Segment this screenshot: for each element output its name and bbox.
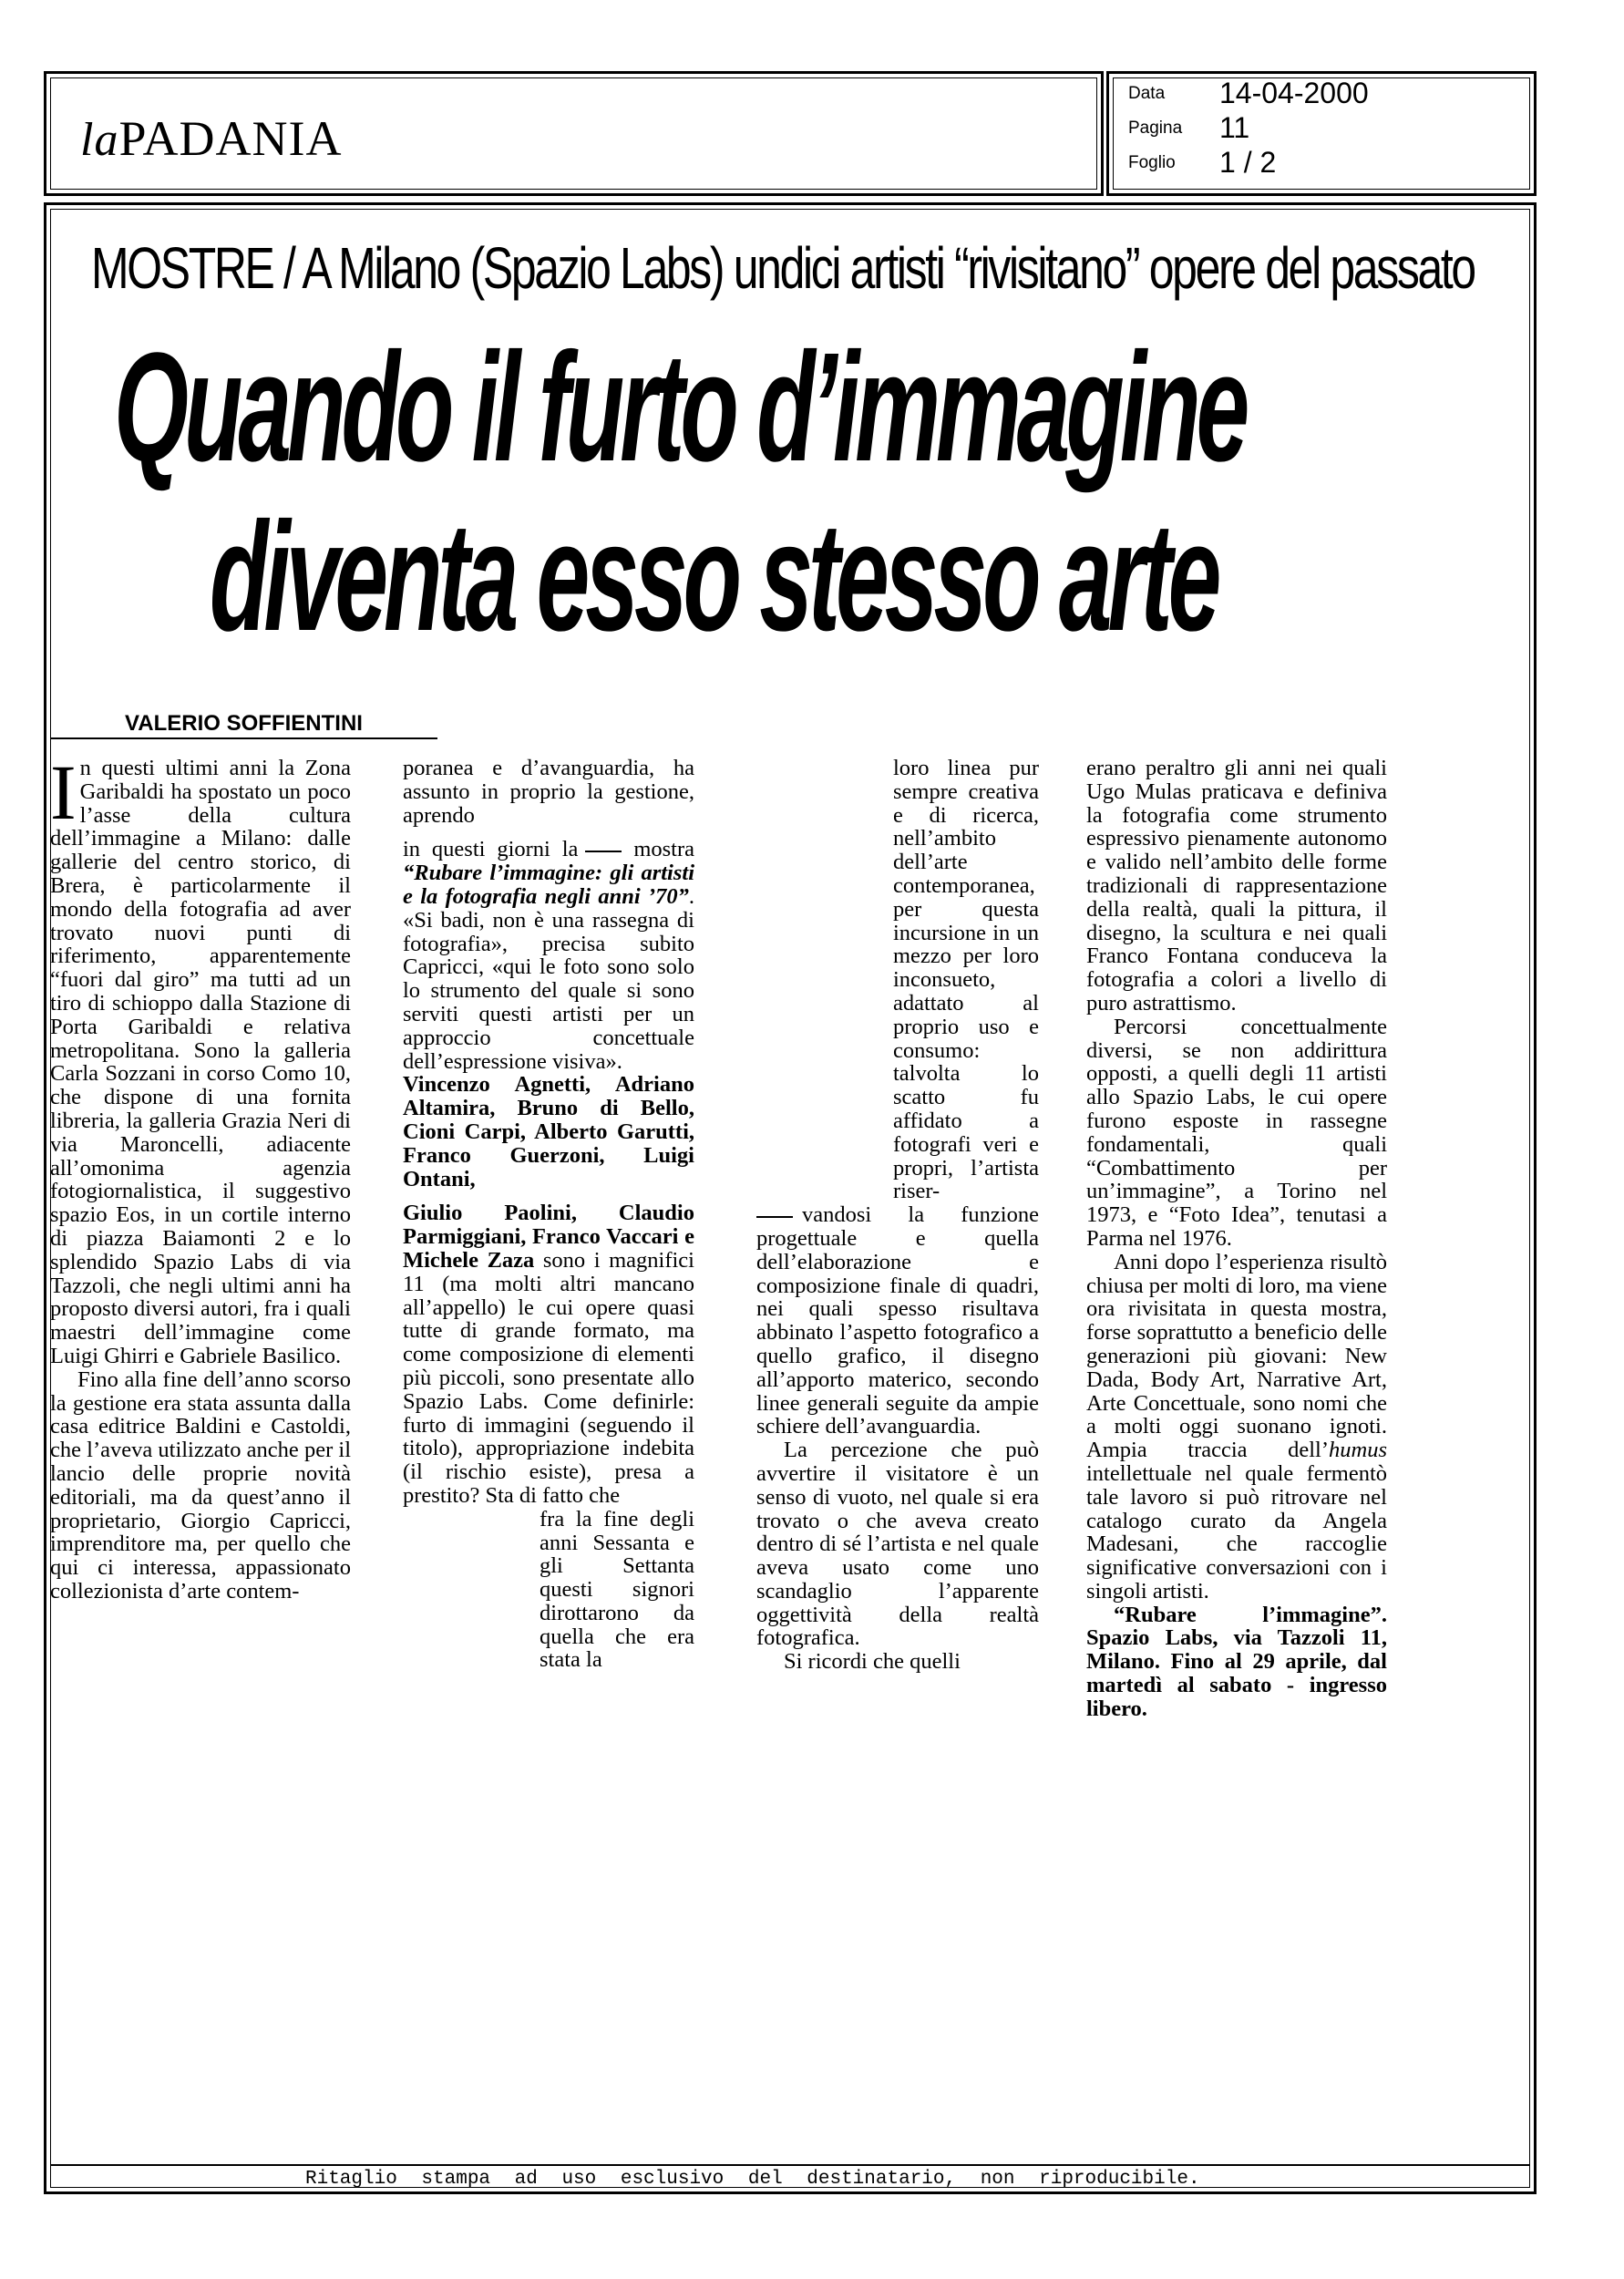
headline-line-2: diventa esso stesso arte (210, 490, 1218, 664)
col4-p3-a: Anni dopo l’esperienza risultò chiusa per molti di loro, ma viene ora rivisitata in questa mostra, forse soprattutto a beneficio delle generazioni più giovani: New Dada, Body Art, Narrative Art, Arte Concettuale, sono nomi che a molti oggi suonano ignoti. Ampia traccia dell’ (1086, 1249, 1387, 1463)
col1-paragraph-2: Fino alla fine dell’anno scorso la gestione era stata assunta dalla casa editrice Baldini e Castoldi, che l’aveva utilizzato anche per il lancio delle proprie novità editoriali, ma da quest’anno il proprietario, Giorgio Capricci, imprenditore ma, per quello che qui ci interessa, appassionato collezionista d’arte contem- (50, 1366, 351, 1604)
column-2 (403, 757, 694, 1672)
date-row (1128, 78, 1369, 108)
page-label: Pagina (1128, 118, 1183, 138)
col3-paragraph-1: loro linea pur sempre creativa e di ricerca, nell’ambito dell’arte contemporanea, per questa incursione in un mezzo per loro inconsueto, adattato al proprio uso e consumo: talvolta lo scatto fu affidato a fotografi veri e propri, l’artista riser- (893, 756, 1039, 1204)
col1-p1-text: n questi ultimi anni la Zona Garibaldi ha spostato un poco l’asse della cultura dell’immagine a Milano: dalle gallerie del centro storico, di Brera, è particolarmente il mondo della fotografia ad aver trovato nuovi punti di riferimento, apparentemente “fuori dal giro” ma tutti ad un tiro di schioppo dalla Stazione di Porta Garibaldi e relativa metropolitana. Sono la galleria Carla Sozzani in corso Como 10, che dispone di una fornita libreria, la galleria Grazia Neri di via Maroncelli, adiacente all’omonima agenzia fotogiornalistica, il suggestivo spazio Eos, in un cortile interno di piazza Baiamonti 2 e lo splendido Spazio Labs di via Tazzoli, che negli ultimi anni ha proposto diversi autori, fra i quali maestri dell’immagine come Luigi Ghirri e Gabriele Basilico. (50, 756, 351, 1368)
exhibition-info: “Rubare l’immagine”. Spazio Labs, via Tazzoli 11, Milano. Fino al 29 aprile, dal martedì al sabato - ingresso libero. (1086, 1602, 1387, 1721)
page-row (1128, 113, 1249, 142)
column-3 (756, 757, 1039, 1674)
sheet-row (1128, 148, 1276, 177)
col2-p2-mostra: mostra (633, 837, 694, 862)
col2-p2-rest: . «Si badi, non è una rassegna di fotografia», precisa subito Capricci, «qui le foto sono solo lo strumento del quale si sono serviti questi artisti per un approccio concettuale dell’espressione visiva». (403, 883, 694, 1074)
artist-names-2: Giulio Paolini, Claudio Parmiggiani, Franco Vaccari e Michele Zaza (403, 1201, 694, 1273)
masthead-la: la (80, 114, 119, 166)
col4-paragraph-2: Percorsi concettualmente diversi, se non addirittura opposti, a quelli degli 11 artisti allo Spazio Labs, le cui opere furono esposte in rassegne fondamentali, quali “Combattimento per un’immagine”, a Torino nel 1973, e “Foto Idea”, tenutasi a Parma nel 1976. (1086, 1014, 1387, 1251)
kicker: MOSTRE / A Milano (Spazio Labs) undici artisti “rivisitano” opere del passato (91, 235, 1475, 301)
col4-paragraph-3 (1086, 1251, 1387, 1604)
page-value: 11 (1219, 111, 1250, 144)
col4-p3-b: intellettuale nel quale fermentò tale lavoro si può ritrovare nel catalogo curato da Angela Madesani, che raccoglie significative conversazioni con i singoli artisti. (1086, 1460, 1387, 1604)
masthead-name: PADANIA (118, 111, 343, 166)
col2-p2-start: in questi giorni la (403, 837, 579, 862)
sheet-value: 1 / 2 (1219, 146, 1277, 179)
date-label: Data (1128, 83, 1166, 103)
col1-paragraph-1 (50, 748, 351, 1368)
headline-line-1: Quando il furto d’immagine (114, 321, 1246, 494)
column-4 (1086, 757, 1387, 1721)
date-value: 14-04-2000 (1219, 77, 1369, 109)
col2-p4-rest: sono i magnifici 11 (ma molti altri mancano all’appello) le cui opere quasi tutte di grande formato, ma come composizione di elementi più piccoli, sono presentate allo Spazio Labs. Come definirle: furto di immagini (seguendo il titolo), appropriazione indebita (il rischio esiste), presa a prestito? Sta di fatto che (403, 1247, 694, 1508)
artist-names-1: Vincenzo Agnetti, Adriano Altamira, Bruno di Bello, Cioni Carpi, Alberto Garutti, Franco Guerzoni, Luigi Ontani, (403, 1072, 694, 1191)
col2-paragraph-1: poranea e d’avanguardia, ha assunto in proprio la gestione, aprendo (403, 756, 694, 828)
separator-rule (585, 851, 622, 852)
col3-paragraph-2 (756, 1203, 1039, 1439)
byline-rule (50, 737, 437, 739)
byline: VALERIO SOFFIENTINI (125, 711, 363, 736)
col3-p2-text: vandosi la funzione progettuale e quella dell’elaborazione e composizione finale di quadri, nei quali spesso risultava abbinato l’aspetto fotografico a quello grafico, il disegno all’apporto materico, secondo linee generali seguite da ampie schiere dell’avanguardia. (756, 1202, 1039, 1439)
column-1 (50, 748, 351, 1604)
exhibition-title: “Rubare l’immagine: gli artisti e la fotografia negli anni ’70” (403, 861, 694, 909)
masthead-logo (80, 111, 343, 166)
col4-paragraph-1: erano peraltro gli anni nei quali Ugo Mulas praticava e definiva la fotografia come strumento espressivo pienamente autonomo e valido nell’ambito delle forme tradizionali di rappresentazione della realtà, quali la pittura, il disegno, la scultura e nei quali Franco Fontana conduceva la fotografia a colori a livello di puro astrattismo. (1086, 756, 1387, 1016)
col2-paragraph-4 (403, 1201, 694, 1507)
col3-paragraph-3: La percezione che può avvertire il visitatore è un senso di vuoto, nel quale si era trovato o che aveva creato dentro di sé l’artista e nel quale aveva usato come uno scandaglio l’apparente oggettività della realtà fotografica. (756, 1438, 1039, 1651)
sheet-label: Foglio (1128, 152, 1176, 172)
col3-paragraph-4: Si ricordi che quelli (784, 1649, 961, 1675)
footer-rule (50, 2164, 1530, 2166)
footer-note: Ritaglio stampa ad uso esclusivo del destinatario, non riproducibile. (305, 2169, 1200, 2190)
col2-paragraph-2 (403, 838, 694, 1073)
separator-rule-2 (756, 1216, 793, 1218)
col4-p3-humus: humus (1329, 1438, 1387, 1463)
col2-paragraph-5: fra la fine degli anni Sessanta e gli Settanta questi signori dirottarono da quella che era stata la (540, 1506, 694, 1673)
dropcap: I (50, 748, 77, 836)
